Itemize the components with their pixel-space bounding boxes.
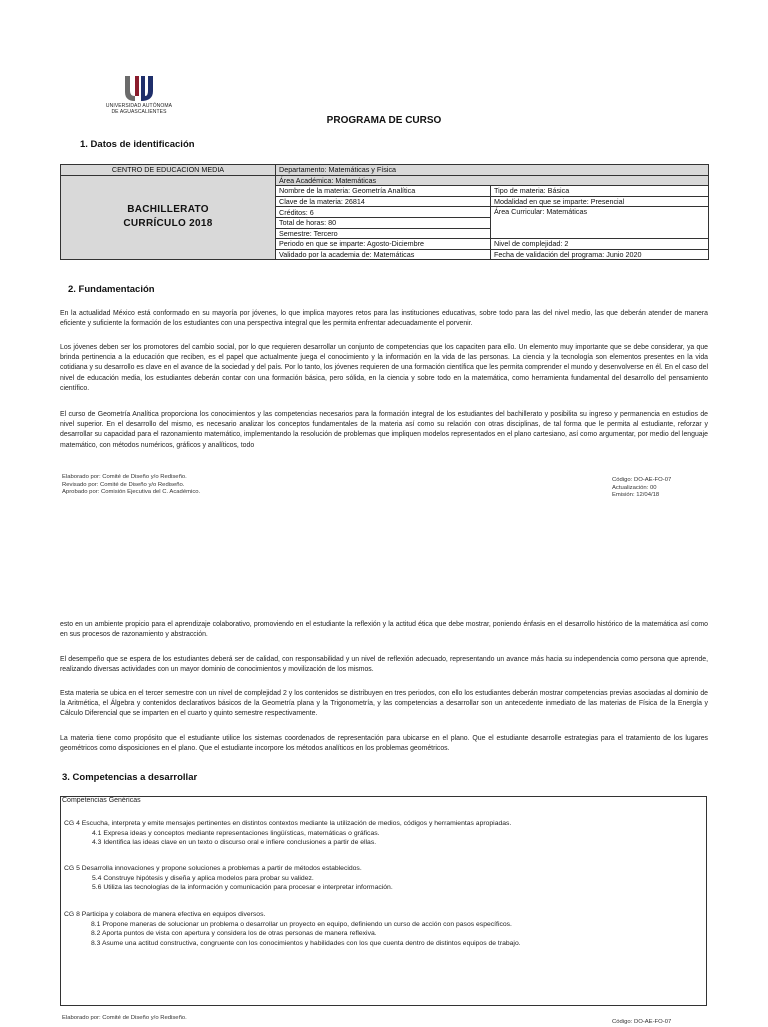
curriculo-label: CURRÍCULO 2018 (123, 218, 213, 230)
footer-codigo: Código: DO-AE-FO-07 (612, 477, 672, 483)
modalidad-cell: Modalidad en que se imparte: Presencial (491, 196, 709, 207)
section3-heading: 3. Competencias a desarrollar (62, 772, 198, 783)
cg5-6-text: 5.6 Utiliza las tecnologías de la información y comunicación para procesar e interpretar información. (92, 884, 393, 891)
footer-aprobado: Aprobado por: Comisión Ejecutiva del C. Académico. (62, 489, 201, 496)
nombre-materia-cell: Nombre de la materia: Geometría Analítica (276, 186, 491, 197)
competencias-genericas-title: Competencias Genéricas (62, 797, 141, 804)
paragraph-1: En la actualidad México está conformado en su mayoría por jóvenes, lo que implica mayores retos para las instituciones educativas, sobre todo para las del nivel medio, las que deberán atender de manera eficiente y suficiente la formación de los estudiantes con una perspectiva integral que les permita enfrentar adecuadamente el porvenir. (60, 310, 708, 328)
university-name-line2: DE AGUASCALIENTES (111, 108, 167, 115)
nivel-complejidad-cell: Nivel de complejidad: 2 (491, 239, 709, 250)
tipo-materia-cell: Tipo de materia: Básica (491, 186, 709, 197)
paragraph-4: esto en un ambiente propicio para el aprendizaje colaborativo, promoviendo en el estudiante la reflexión y la actitud ética que debe mostrar, poniendo énfasis en el desarrollo histórico de la matemática así como en sus procesos de razonamiento y abstracción. (60, 621, 708, 639)
university-logo-icon (119, 74, 159, 104)
semestre-cell: Semestre: Tercero (276, 228, 491, 239)
paragraph-6: Esta materia se ubica en el tercer semestre con un nivel de complejidad 2 y los contenidos se distribuyen en tres periodos, con ello los estudiantes deberán mostrar competencias previas asociadas al dominio de la Aritmética, el Álgebra y contenidos declarativos básicos de la Geometría plana y la Trigonometría, y las competencias a desarrollar son un antecedente inmediato de las materias de Física de la Energía y Cálculo Diferencial que se imparten en el cuarto y quinto semestre respectivamente. (60, 690, 708, 718)
cg4-3-text: 4.3 Identifica las ideas clave en un texto o discurso oral e infiere conclusiones a partir de ellas. (92, 839, 377, 846)
cg5-4-text: 5.4 Construye hipótesis y diseña y aplica modelos para probar su validez. (92, 874, 314, 882)
footer2-codigo: Código: DO-AE-FO-07 (612, 1019, 672, 1025)
footer-actualizacion: Actualización: 00 (612, 484, 657, 491)
cg8-2-text: 8.2 Aporta puntos de vista con apertura y considera los de otras personas de manera reflexiva. (91, 930, 377, 937)
validado-cell: Validado por la academia de: Matemáticas (276, 249, 491, 260)
footer-revisado: Revisado por: Comité de Diseño y/o Rediseño. (62, 481, 185, 488)
cg8-text: CG 8 Participa y colabora de manera efectiva en equipos diversos. (64, 911, 266, 918)
paragraph-7: La materia tiene como propósito que el estudiante utilice los sistemas coordenados de representación para ubicarse en el plano. Que el estudiante desarrolle estrategias para el tratamiento de los lugares geométricos como disposiciones en el plano. Que el estudiante incorpore los métodos analíticos en los problemas geométricos. (60, 735, 708, 753)
identification-table (60, 164, 709, 260)
footer-left (62, 474, 200, 497)
footer-emision: Emisión: 12/04/18 (612, 492, 660, 499)
section1-heading: 1. Datos de identificación (80, 139, 195, 150)
page-title: PROGRAMA DE CURSO (326, 115, 442, 126)
paragraph-5: El desempeño que se espera de los estudiantes deberá ser de calidad, con responsabilidad y un nivel de reflexión adecuado, representando un avance más hacia su independencia como persona que aprende, realizando diversas actividades con un mayor dominio de conocimientos y movilización de los mismos. (60, 656, 708, 674)
cg4-1-text: 4.1 Expresa ideas y conceptos mediante representaciones lingüísticas, matemáticas o gráficas. (92, 829, 380, 837)
paragraph-3: El curso de Geometría Analítica proporciona los conocimientos y las competencias necesarios para la formación integral de los estudiantes del bachillerato y posibilita su ingreso y permanencia en estudios de nivel superior. En el desarrollo del mismo, es necesario analizar los conceptos fundamentales de la materia así como su relación con otras disciplinas, de tal forma que le permita al estudiante, reforzar y desarrollar su capacidad para el razonamiento matemático, implementando la resolución de problemas que impliquen modelos representados en el plano cartesiano, así como argumentar, por medio del lenguaje matemático, con métodos numéricos, gráficos y analíticos, todo (60, 411, 708, 449)
creditos-cell: Créditos: 6 (276, 207, 491, 218)
area-curricular-cell: Área Curricular: Matemáticas (491, 207, 709, 239)
fecha-validacion-cell: Fecha de validación del programa: Junio 2020 (491, 249, 709, 260)
section2-heading: 2. Fundamentación (68, 284, 155, 295)
departamento-cell: Departamento: Matemáticas y Física (276, 165, 709, 176)
cg8-3-text: 8.3 Asume una actitud constructiva, congruente con los conocimientos y habilidades con los que cuenta dentro de distintos equipos de trabajo. (91, 939, 521, 947)
footer-right (612, 477, 671, 500)
cg5-text: CG 5 Desarrolla innovaciones y propone soluciones a problemas a partir de métodos establecidos. (64, 865, 362, 872)
cg8-block (64, 910, 704, 948)
footer-elaborado: Elaborado por: Comité de Diseño y/o Rediseño. (62, 474, 187, 480)
paragraph-2: Los jóvenes deben ser los promotores del cambio social, por lo que requieren desarrollar un conjunto de competencias que los capaciten para ello. Un elemento muy importante que se debe considerar, ya que brinda pertinencia a la educación que reciben, es el papel que actualmente juega el conocimiento y la información en la vida de las personas. La ciencia y la tecnología son elementos presentes en la vida cotidiana y su desarrollo es clave en el avance de la sociedad y del país. Por lo tanto, los jóvenes requieren de una formación científica que les permita comprender el mundo y desenvolverse en él. En el caso del nivel de educación media, los estudiantes deberán contar con una formación básica, pero sólida, en la ciencia y sobre todo en la matemática, como herramienta fundamental del desarrollo del pensamiento científico. (60, 344, 708, 392)
university-name-line1: UNIVERSIDAD AUTÓNOMA (105, 103, 173, 109)
cg4-block (64, 819, 704, 848)
periodo-cell: Periodo en que se imparte: Agosto-Diciembre (276, 239, 491, 250)
clave-materia-cell: Clave de la materia: 26814 (276, 196, 491, 207)
cg4-text: CG 4 Escucha, interpreta y emite mensajes pertinentes en distintos contextos mediante la utilización de medios, códigos y herramientas apropiadas. (64, 820, 512, 827)
cg5-block (64, 864, 704, 893)
total-horas-cell: Total de horas: 80 (276, 217, 491, 228)
bachillerato-label: BACHILLERATO (127, 204, 209, 216)
area-academica-cell: Área Académica: Matemáticas (276, 175, 709, 186)
bachillerato-cell (61, 175, 276, 260)
footer2-elaborado: Elaborado por: Comité de Diseño y/o Rediseño. (62, 1015, 187, 1021)
centro-cell: CENTRO DE EDUCACION MEDIA (61, 165, 276, 176)
cg8-1-text: 8.1 Propone maneras de solucionar un problema o desarrollar un proyecto en equipo, definiendo un curso de acción con pasos específicos. (91, 920, 512, 928)
university-logo (94, 74, 184, 120)
